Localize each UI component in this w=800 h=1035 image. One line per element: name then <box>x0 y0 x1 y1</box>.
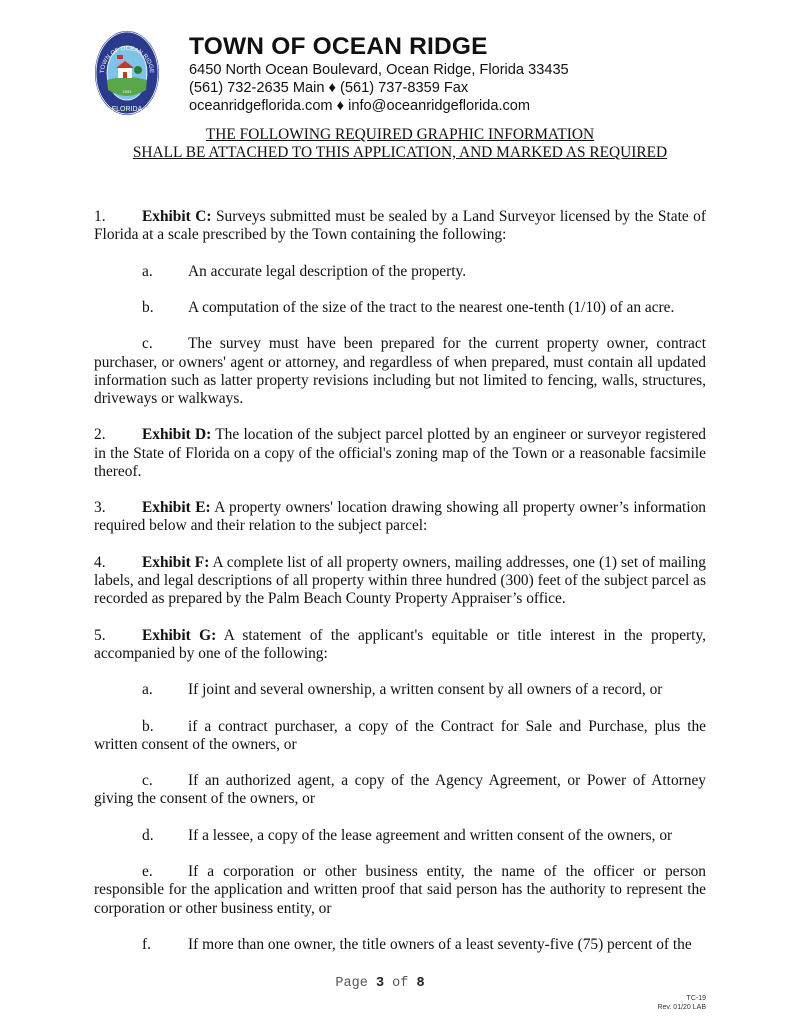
subitem-text: If a corporation or other business entity, the name of the officer or person responsible for the application and written proof that said person has the authority to represent the corporation or other business entity, or <box>94 863 706 917</box>
document-body <box>94 0 706 954</box>
current-page: 3 <box>375 976 385 992</box>
subitem-letter: e. <box>142 863 153 881</box>
address: 6450 North Ocean Boulevard, Ocean Ridge, Florida 33435 <box>189 62 569 78</box>
item-exhibit-f <box>94 554 706 609</box>
heading-line-1: THE FOLLOWING REQUIRED GRAPHIC INFORMATION <box>205 126 595 143</box>
subitem-letter: c. <box>142 772 153 790</box>
subitem <box>94 263 706 281</box>
subitem-text: An accurate legal description of the property. <box>188 262 467 280</box>
item-number: 5. <box>94 626 106 644</box>
page-number <box>54 976 706 992</box>
subitem <box>94 772 706 808</box>
svg-text:1931: 1931 <box>122 89 132 94</box>
total-pages: 8 <box>416 976 425 992</box>
heading-line-2: SHALL BE ATTACHED TO THIS APPLICATION, AND MARKED AS REQUIRED <box>132 144 668 161</box>
town-name: TOWN OF OCEAN RIDGE <box>189 33 488 60</box>
item-exhibit-d <box>94 426 706 481</box>
subitem-text: If more than one owner, the title owners of a least seventy-five (75) percent of the <box>188 935 692 953</box>
item-exhibit-e <box>94 499 706 535</box>
subitem-letter: a. <box>142 262 153 280</box>
subitem-text: If joint and several ownership, a written consent by all owners of a record, or <box>188 681 663 699</box>
form-revision <box>94 994 706 1012</box>
exhibit-label: Exhibit D: <box>142 426 212 444</box>
subitem-text: If a lessee, a copy of the lease agreement and written consent of the owners, or <box>188 826 673 844</box>
svg-text:TOWN OF OCEAN RIDGE: TOWN OF OCEAN RIDGE <box>99 45 155 74</box>
page-footer <box>94 972 706 1032</box>
subitem-letter: b. <box>142 717 154 735</box>
subitem-text: if a contract purchaser, a copy of the Contract for Sale and Purchase, plus the written consent of the owners, or <box>94 717 706 753</box>
exhibit-label: Exhibit E: <box>142 499 211 517</box>
subitem-letter: a. <box>142 681 153 699</box>
item-exhibit-g <box>94 627 706 663</box>
item-number: 1. <box>94 208 106 225</box>
item-text: Surveys submitted must be sealed by a Land Surveyor licensed by the State of Florida at a scale prescribed by the Town containing the following: <box>94 208 706 244</box>
subitem <box>94 936 706 954</box>
of-word: of <box>392 976 409 992</box>
exhibit-label: Exhibit C: <box>142 208 212 225</box>
subitem <box>94 681 706 699</box>
exhibit-label: Exhibit G: <box>142 626 217 644</box>
item-exhibit-c <box>94 208 706 244</box>
subitem-letter: b. <box>142 298 154 316</box>
website-email: oceanridgeflorida.com ♦ info@oceanridgeflorida.com <box>189 98 531 114</box>
revision: Rev. 01/20 LAB <box>657 1004 706 1012</box>
svg-text:FLORIDA: FLORIDA <box>111 106 143 113</box>
item-text: A property owners' location drawing showing all property owner’s information required below and their relation to the subject parcel: <box>94 499 706 535</box>
item-number: 4. <box>94 553 106 571</box>
subitem-letter: f. <box>142 935 151 953</box>
subitem-text: A computation of the size of the tract to the nearest one-tenth (1/10) of an acre. <box>188 298 675 316</box>
item-text: A complete list of all property owners, mailing addresses, one (1) set of mailing labels, and legal descriptions of all property within three hundred (300) feet of the subject parcel as recorded as prepared by the Palm Beach County Property Appraiser’s office. <box>94 553 706 608</box>
exhibit-label: Exhibit F: <box>142 553 210 571</box>
subitem-letter: c. <box>142 335 153 353</box>
subitem <box>94 827 706 845</box>
subitem-text: The survey must have been prepared for the current property owner, contract purchaser, or owners' agent or attorney, and regardless of when prepared, must contain all updated information such as latter property revisions including but not limited to fencing, walls, structures, driveways or walkways. <box>94 335 706 407</box>
subitem-text: If an authorized agent, a copy of the Agency Agreement, or Power of Attorney giving the consent of the owners, or <box>94 772 706 808</box>
item-number: 2. <box>94 426 106 444</box>
subitem <box>94 718 706 754</box>
subitem <box>94 335 706 408</box>
item-number: 3. <box>94 499 106 517</box>
item-text: The location of the subject parcel plotted by an engineer or surveyor registered in the State of Florida on a copy of the official's zoning map of the Town or a reasonable facsimile thereof. <box>94 426 706 480</box>
page-word: Page <box>335 976 368 992</box>
form-code: TC-19 <box>686 995 706 1003</box>
subitem <box>94 863 706 918</box>
subitem <box>94 299 706 317</box>
phone-fax: (561) 732-2635 Main ♦ (561) 737-8359 Fax <box>189 80 469 96</box>
item-text: A statement of the applicant's equitable or title interest in the property, accompanied by one of the following: <box>94 626 706 662</box>
subitem-letter: d. <box>142 826 154 844</box>
